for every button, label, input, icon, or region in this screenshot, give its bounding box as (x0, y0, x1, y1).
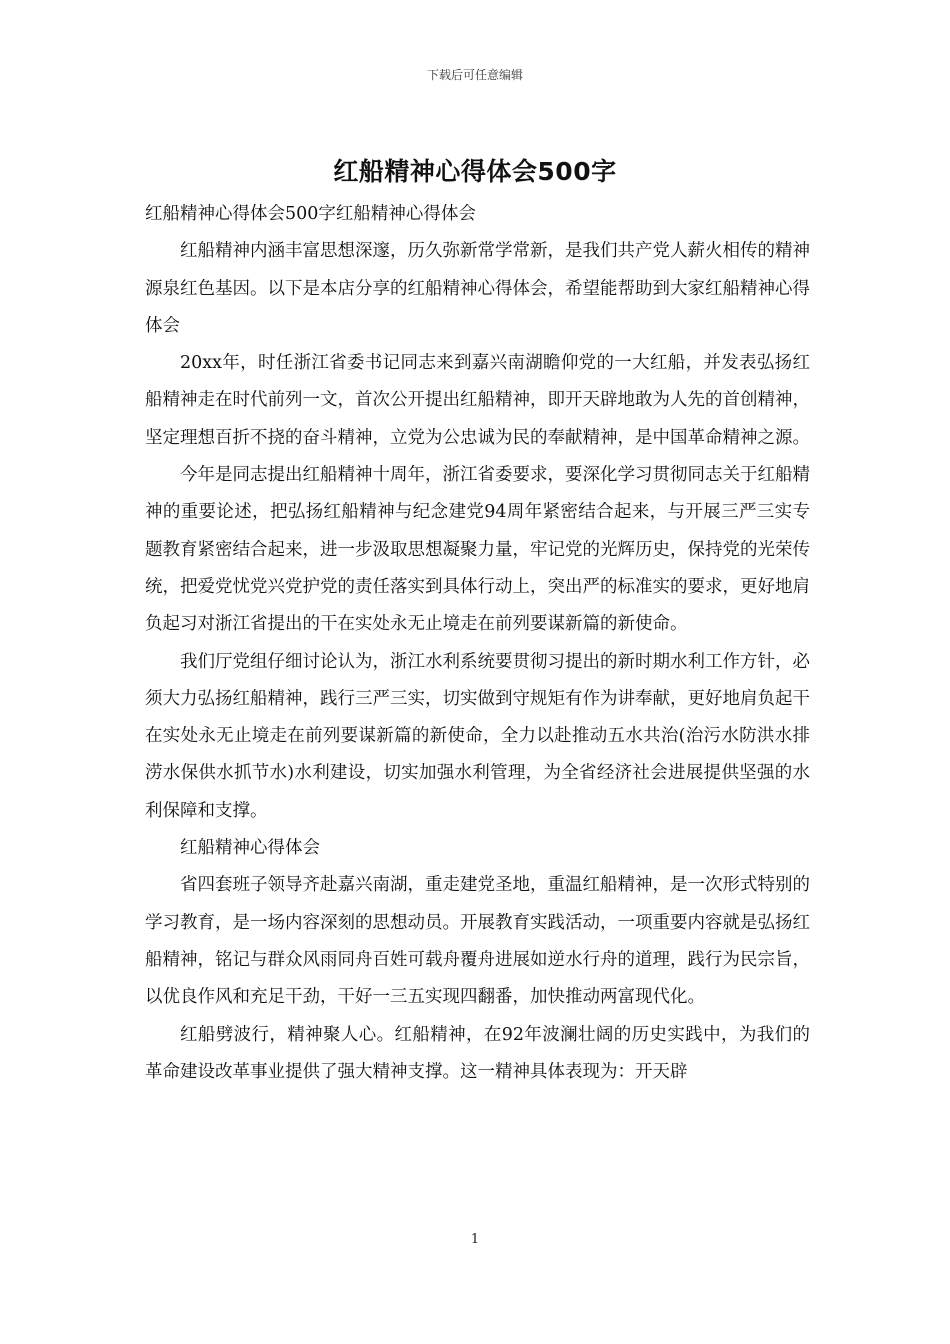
page-number: 1 (470, 1232, 480, 1247)
body-paragraph: 红船劈波行，精神聚人心。红船精神，在92年波澜壮阔的历史实践中，为我们的革命建设改革事业提供了强大精神支撑。这一精神具体表现为：开天辟 (145, 1024, 810, 1082)
body-paragraph: 红船精神心得体会500字红船精神心得体会 (145, 204, 476, 224)
body-paragraph: 省四套班子领导齐赴嘉兴南湖，重走建党圣地，重温红船精神，是一次形式特别的学习教育，是一场内容深刻的思想动员。开展教育实践活动，一项重要内容就是弘扬红船精神，铭记与群众风雨同舟百姓可载舟覆舟进展如逆水行舟的道理，践行为民宗旨，以优良作风和充足干劲，干好一三五实现四翻番，加快推动两富现代化。 (145, 875, 810, 1008)
body-paragraph: 20xx年，时任浙江省委书记同志来到嘉兴南湖瞻仰党的一大红船，并发表弘扬红船精神走在时代前列一文，首次公开提出红船精神，即开天辟地敢为人先的首创精神，坚定理想百折不挠的奋斗精神，立党为公忠诚为民的奉献精神，是中国革命精神之源。 (145, 353, 810, 448)
document-body (145, 196, 810, 1091)
body-paragraph: 红船精神内涵丰富思想深邃，历久弥新常学常新，是我们共产党人薪火相传的精神源泉红色基因。以下是本店分享的红船精神心得体会，希望能帮助到大家红船精神心得体会 (145, 241, 810, 336)
body-paragraph: 我们厅党组仔细讨论认为，浙江水利系统要贯彻习提出的新时期水利工作方针，必须大力弘扬红船精神，践行三严三实，切实做到守规矩有作为讲奉献，更好地肩负起干在实处永无止境走在前列要谋新篇的新使命，全力以赴推动五水共治(治污水防洪水排涝水保供水抓节水)水利建设，切实加强水利管理，为全省经济社会进展提供坚强的水利保障和支撑。 (145, 651, 810, 821)
document-title: 红船精神心得体会500字 (333, 157, 617, 186)
section-heading: 红船精神心得体会 (180, 838, 320, 859)
body-paragraph: 今年是同志提出红船精神十周年，浙江省委要求，要深化学习贯彻同志关于红船精神的重要论述，把弘扬红船精神与纪念建党94周年紧密结合起来，与开展三严三实专题教育紧密结合起来，进一步汲取思想凝聚力量，牢记党的光辉历史，保持党的光荣传统，把爱党忧党兴党护党的责任落实到具体行动上，突出严的标准实的要求，更好地肩负起习对浙江省提出的干在实处永无止境走在前列要谋新篇的新使命。 (145, 465, 810, 635)
header-note: 下载后可任意编辑 (426, 68, 523, 82)
